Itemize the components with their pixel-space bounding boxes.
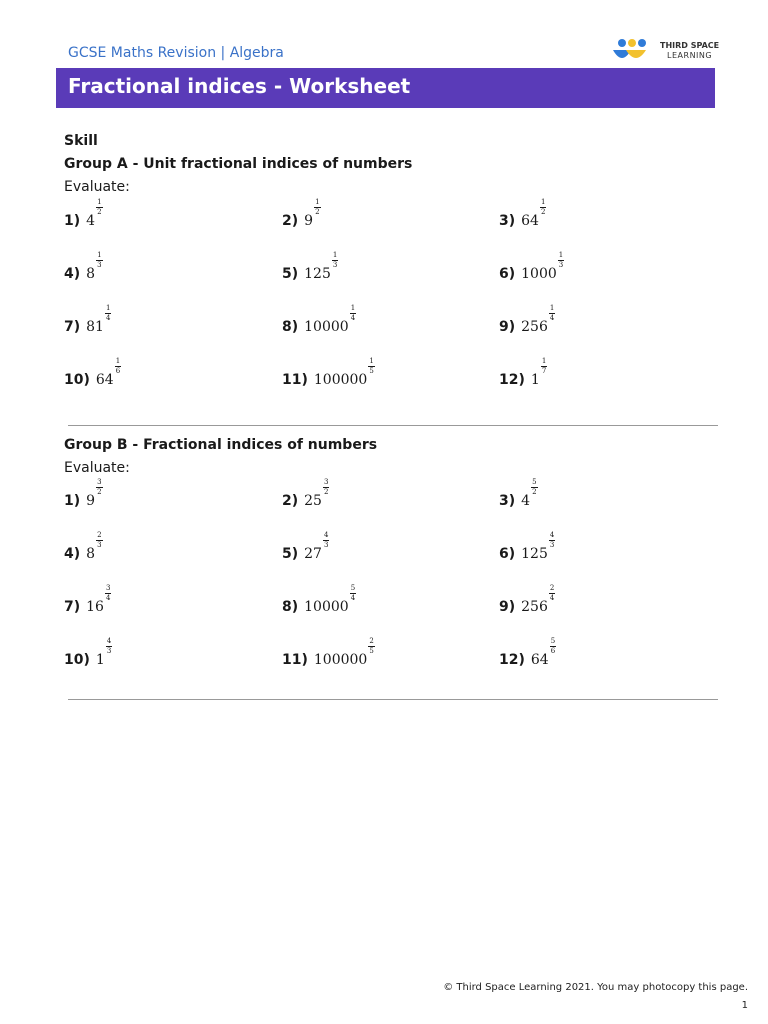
index-numerator: 5 [350,584,356,592]
index-denominator: 4 [105,314,111,322]
fractional-index [96,252,102,269]
question-base: 1000 [521,266,557,282]
fractional-index [549,532,555,549]
index-denominator: 3 [97,541,102,549]
question-item [64,531,103,576]
section-divider [68,699,718,700]
question-number: 9) [499,319,516,335]
title-bar [56,68,715,108]
question-base: 25 [304,493,322,509]
index-numerator: 1 [541,357,547,365]
logo-mark-icon [612,38,658,64]
group-b-title: Group B - Fractional indices of numbers [64,437,378,453]
question-item [64,251,103,296]
question-base: 16 [86,599,104,615]
question-number: 5) [282,546,299,562]
question-number: 8) [282,319,299,335]
index-denominator: 3 [558,261,564,269]
index-denominator: 3 [97,261,102,269]
question-number: 9) [499,599,516,615]
group-a-title: Group A - Unit fractional indices of numbers [64,156,413,172]
question-number: 12) [499,652,525,668]
section-divider [68,425,718,426]
fractional-index [350,585,356,602]
question-base: 125 [521,546,548,562]
fractional-index [531,479,537,496]
question-number: 10) [64,652,90,668]
question-number: 11) [282,652,308,668]
skill-label: Skill [64,133,98,149]
fractional-index [96,532,102,549]
index-numerator: 3 [323,478,329,486]
index-numerator: 4 [323,531,329,539]
question-item [282,478,329,523]
question-number: 3) [499,213,516,229]
fractional-index [368,638,374,655]
question-number: 7) [64,319,81,335]
index-denominator: 2 [323,488,329,496]
index-denominator: 4 [549,594,555,602]
question-base: 4 [86,213,96,229]
question-base: 8 [86,266,96,282]
question-item [64,198,103,243]
question-item [499,304,555,349]
index-denominator: 6 [115,367,121,375]
index-numerator: 1 [540,198,546,206]
question-number: 2) [282,213,299,229]
index-denominator: 2 [97,488,102,496]
index-numerator: 3 [105,584,111,592]
question-base: 256 [521,599,548,615]
index-numerator: 1 [549,304,555,312]
question-number: 8) [282,599,299,615]
logo-text-line1: THIRD SPACE [660,41,720,50]
fractional-index [350,305,356,322]
question-base: 64 [95,372,114,388]
question-item [64,584,111,629]
index-numerator: 1 [315,198,320,206]
question-number: 10) [64,372,90,388]
index-numerator: 2 [369,637,374,645]
fractional-index [314,199,320,216]
index-numerator: 1 [105,304,111,312]
question-base: 8 [86,546,96,562]
index-numerator: 3 [97,478,102,486]
question-item [282,357,375,402]
fractional-index [96,479,102,496]
question-number: 6) [499,546,516,562]
fractional-index [368,358,374,375]
question-item [499,198,546,243]
index-denominator: 2 [97,208,102,216]
index-numerator: 1 [115,357,121,365]
question-number: 7) [64,599,81,615]
fractional-index [550,638,556,655]
question-item [499,584,555,629]
fractional-index [105,305,111,322]
question-item [282,198,321,243]
question-item [282,637,375,682]
fractional-index [323,479,329,496]
question-base: 100000 [313,372,368,388]
fractional-index [96,199,102,216]
index-denominator: 3 [323,541,329,549]
index-numerator: 5 [532,478,537,486]
index-denominator: 5 [369,367,374,375]
index-numerator: 2 [549,584,555,592]
question-item [282,251,338,296]
question-item [282,304,356,349]
index-denominator: 6 [550,647,556,655]
index-denominator: 4 [105,594,111,602]
question-item [499,531,555,576]
index-numerator: 1 [97,251,102,259]
index-numerator: 1 [369,357,374,365]
question-number: 12) [499,372,525,388]
index-numerator: 1 [350,304,356,312]
index-denominator: 3 [106,647,112,655]
index-denominator: 7 [541,367,547,375]
index-numerator: 4 [106,637,112,645]
question-base: 125 [304,266,331,282]
question-number: 1) [64,213,81,229]
question-base: 9 [304,213,314,229]
index-numerator: 1 [97,198,102,206]
question-item [499,251,564,296]
question-item [282,584,356,629]
index-denominator: 2 [540,208,546,216]
fractional-index [105,585,111,602]
question-item [499,478,538,523]
question-base: 256 [521,319,548,335]
question-base: 81 [86,319,104,335]
question-number: 4) [64,546,81,562]
question-base: 10000 [304,599,349,615]
fractional-index [549,585,555,602]
fractional-index [540,199,546,216]
index-numerator: 2 [97,531,102,539]
question-base: 4 [521,493,531,509]
footer-copyright: © Third Space Learning 2021. You may photocopy this page. [443,982,748,993]
question-base: 64 [521,213,539,229]
third-space-learning-logo [612,38,724,64]
fractional-index [541,358,547,375]
index-denominator: 4 [549,314,555,322]
question-base: 1 [530,372,540,388]
question-number: 3) [499,493,516,509]
question-number: 2) [282,493,299,509]
question-base: 100000 [313,652,368,668]
index-denominator: 4 [350,314,356,322]
group-b-instruction: Evaluate: [64,460,130,476]
index-denominator: 4 [350,594,356,602]
question-base: 1 [95,652,105,668]
question-base: 10000 [304,319,349,335]
group-a-instruction: Evaluate: [64,179,130,195]
fractional-index [558,252,564,269]
logo-text-line2: LEARNING [667,51,713,60]
question-number: 1) [64,493,81,509]
question-base: 27 [304,546,322,562]
page-number: 1 [741,1000,748,1011]
question-number: 6) [499,266,516,282]
question-item [499,357,547,402]
page-subtitle: GCSE Maths Revision | Algebra [68,45,284,61]
question-item [64,478,103,523]
question-number: 11) [282,372,308,388]
index-numerator: 4 [549,531,555,539]
question-item [64,304,111,349]
worksheet-title: Fractional indices - Worksheet [68,74,411,98]
index-denominator: 2 [532,488,537,496]
question-base: 9 [86,493,96,509]
fractional-index [106,638,112,655]
question-item [64,357,121,402]
fractional-index [549,305,555,322]
question-item [282,531,329,576]
question-item [499,637,556,682]
index-numerator: 5 [550,637,556,645]
fractional-index [323,532,329,549]
question-number: 4) [64,266,81,282]
question-base: 64 [530,652,549,668]
index-denominator: 5 [369,647,374,655]
fractional-index [332,252,338,269]
index-numerator: 1 [558,251,564,259]
index-denominator: 3 [549,541,555,549]
index-denominator: 3 [332,261,338,269]
question-number: 5) [282,266,299,282]
question-item [64,637,112,682]
index-denominator: 2 [315,208,320,216]
fractional-index [115,358,121,375]
index-numerator: 1 [332,251,338,259]
